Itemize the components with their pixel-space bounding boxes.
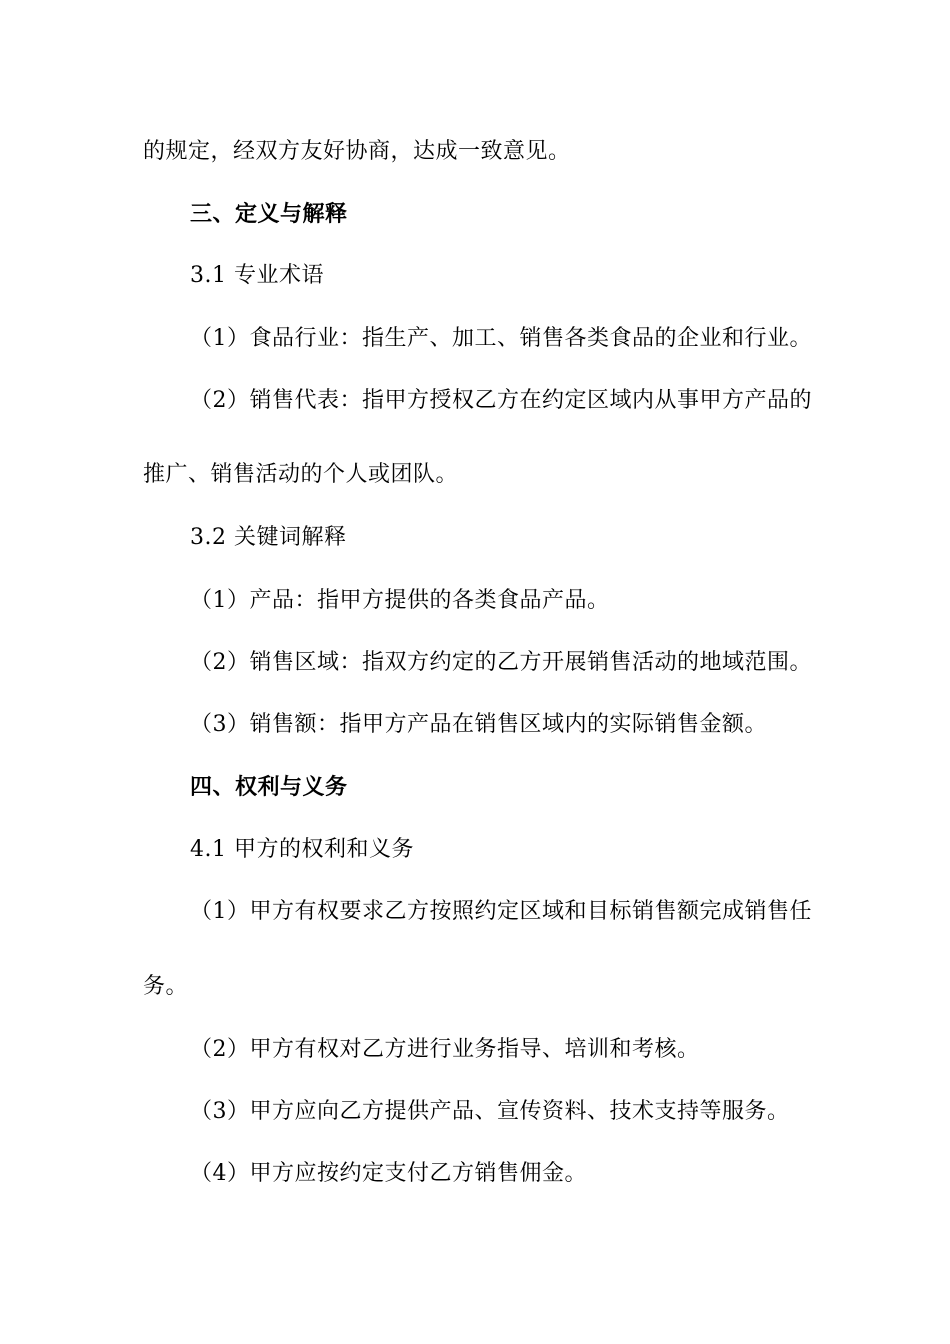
party-a-right-1: （1）甲方有权要求乙方按照约定区域和目标销售额完成销售任	[190, 899, 812, 924]
definition-sales-rep-continuation: 推广、销售活动的个人或团队。	[143, 462, 459, 487]
party-a-obligation-3: （3）甲方应向乙方提供产品、宣传资料、技术支持等服务。	[190, 1099, 790, 1124]
definition-product: （1）产品：指甲方提供的各类食品产品。	[190, 588, 610, 613]
party-a-right-2: （2）甲方有权对乙方进行业务指导、培训和考核。	[190, 1037, 700, 1062]
party-a-obligation-4: （4）甲方应按约定支付乙方销售佣金。	[190, 1161, 587, 1186]
subsection-heading-4-1: 4.1 甲方的权利和义务	[190, 837, 414, 862]
section-heading-definitions: 三、定义与解释	[190, 201, 348, 227]
section-heading-rights: 四、权利与义务	[190, 774, 348, 800]
definition-food-industry: （1）食品行业：指生产、加工、销售各类食品的企业和行业。	[190, 326, 812, 351]
paragraph-continuation: 的规定，经双方友好协商，达成一致意见。	[143, 139, 571, 164]
party-a-right-1-continuation: 务。	[143, 974, 189, 999]
definition-sales-rep: （2）销售代表：指甲方授权乙方在约定区域内从事甲方产品的	[190, 388, 812, 413]
definition-sales-amount: （3）销售额：指甲方产品在销售区域内的实际销售金额。	[190, 712, 767, 737]
subsection-heading-3-1: 3.1 专业术语	[190, 263, 324, 288]
subsection-heading-3-2: 3.2 关键词解释	[190, 525, 347, 550]
definition-sales-region: （2）销售区域：指双方约定的乙方开展销售活动的地域范围。	[190, 650, 812, 675]
